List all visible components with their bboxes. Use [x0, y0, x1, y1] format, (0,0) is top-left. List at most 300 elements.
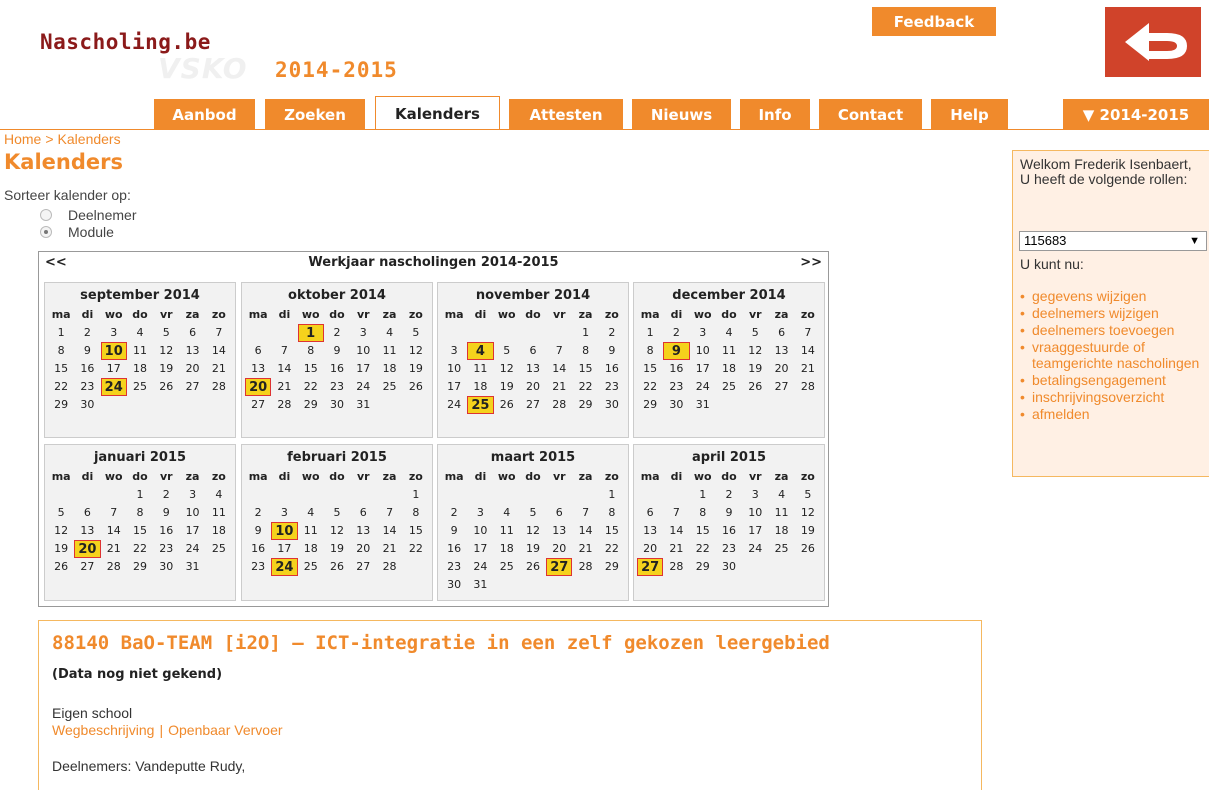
breadcrumb-home[interactable]: Home [4, 131, 42, 147]
calendar-day: 20 [525, 380, 540, 393]
calendar-day: 28 [800, 380, 815, 393]
calendar-day: 7 [555, 344, 563, 357]
tab-nieuws[interactable]: Nieuws [632, 99, 731, 130]
calendar-day: 9 [333, 344, 341, 357]
calendar-day: 2 [162, 488, 170, 501]
weekday-label: za [185, 308, 200, 321]
weekday-label: di [278, 470, 291, 483]
calendar-day: 30 [159, 560, 174, 573]
calendar-day: 14 [800, 344, 815, 357]
weekday-label: do [132, 308, 148, 321]
calendar-day: 4 [503, 506, 511, 519]
calendar-day: 21 [578, 542, 593, 555]
calendar-day: 27 [185, 380, 200, 393]
calendar-day: 18 [473, 380, 488, 393]
empty-day [245, 486, 271, 504]
calendar-event-day[interactable]: 9 [663, 342, 689, 360]
month-grid [242, 468, 432, 576]
empty-day [101, 486, 127, 504]
empty-day [245, 324, 271, 342]
calendar-day: 13 [643, 524, 658, 537]
weekday-label: wo [497, 308, 516, 321]
can-label: U kunt nu: [1020, 256, 1084, 272]
calendar-day: 10 [695, 344, 710, 357]
calendar-day: 23 [604, 380, 619, 393]
calendar-day: 11 [774, 506, 789, 519]
calendar-day: 22 [408, 542, 423, 555]
empty-day [494, 324, 520, 342]
weekday-label: do [329, 470, 345, 483]
calendar-day: 16 [251, 542, 266, 555]
calendar-day: 30 [447, 578, 462, 591]
action-list [1020, 288, 1209, 423]
action-item: • afmelden [1020, 406, 1090, 422]
calendar [38, 251, 829, 607]
calendar-event-day[interactable]: 10 [101, 342, 127, 360]
calendar-day: 25 [774, 542, 789, 555]
year-title: 2014-2015 [275, 58, 398, 82]
weekday-label: za [774, 470, 789, 483]
calendar-day: 25 [132, 380, 147, 393]
calendar-day: 12 [54, 524, 69, 537]
calendar-day: 27 [774, 380, 789, 393]
action-item: • gegevens wijzigen [1020, 288, 1147, 304]
weekday-label: ma [248, 308, 268, 321]
calendar-day: 15 [54, 362, 69, 375]
calendar-day: 3 [280, 506, 288, 519]
weekday-label: vr [552, 470, 566, 483]
weekday-label: vr [356, 308, 370, 321]
calendar-event-day[interactable]: 24 [271, 558, 297, 576]
page-title: Kalenders [4, 150, 123, 174]
calendar-day: 28 [669, 560, 684, 573]
calendar-day: 3 [699, 326, 707, 339]
calendar-day: 6 [778, 326, 786, 339]
calendar-day: 7 [110, 506, 118, 519]
welcome-line: Welkom Frederik Isenbaert, [1020, 156, 1192, 172]
calendar-day: 30 [604, 398, 619, 411]
weekday-label: zo [800, 470, 815, 483]
action-item: • betalingsengagement [1020, 372, 1166, 388]
calendar-day: 4 [725, 326, 733, 339]
calendar-day: 8 [412, 506, 420, 519]
calendar-day: 13 [552, 524, 567, 537]
calendar-day: 10 [447, 362, 462, 375]
calendar-day: 21 [800, 362, 815, 375]
calendar-day: 2 [725, 488, 733, 501]
calendar-day: 26 [159, 380, 174, 393]
calendar-day: 26 [54, 560, 69, 573]
site-name[interactable]: Nascholing.be [40, 30, 211, 54]
empty-day [441, 486, 467, 504]
calendar-day: 14 [106, 524, 121, 537]
calendar-day: 13 [185, 344, 200, 357]
action-add-participants[interactable]: deelnemers toevoegen [1032, 322, 1175, 338]
calendar-day: 14 [211, 344, 226, 357]
empty-day [271, 486, 297, 504]
calendar-event-day[interactable]: 27 [546, 558, 572, 576]
calendar-event-day[interactable]: 10 [271, 522, 297, 540]
role-value: 115683 [1024, 233, 1067, 248]
calendar-day: 6 [189, 326, 197, 339]
tab-contact[interactable]: Contact [819, 99, 922, 130]
calendar-day: 20 [185, 362, 200, 375]
calendar-day: 1 [646, 326, 654, 339]
weekday-label: do [329, 308, 345, 321]
month-name: maart 2015 [490, 450, 576, 465]
action-item: • deelnemers toevoegen [1020, 322, 1175, 338]
month-november-2014 [437, 282, 629, 438]
calendar-event-day[interactable]: 20 [245, 378, 271, 396]
calendar-day: 21 [669, 542, 684, 555]
calendar-day: 29 [643, 398, 658, 411]
empty-day [324, 486, 350, 504]
calendar-day: 27 [251, 398, 266, 411]
weekday-label: ma [51, 470, 71, 483]
calendar-day: 29 [604, 560, 619, 573]
calendar-day: 6 [254, 344, 262, 357]
month-grid [438, 468, 628, 594]
calendar-day: 12 [159, 344, 174, 357]
month-name: februari 2015 [287, 450, 387, 465]
weekday-label: za [774, 308, 789, 321]
calendar-day: 23 [251, 560, 266, 573]
calendar-day: 12 [525, 524, 540, 537]
role-select[interactable] [1019, 231, 1207, 251]
calendar-day: 25 [382, 380, 397, 393]
month-name: april 2015 [691, 450, 767, 465]
weekday-label: wo [301, 470, 320, 483]
module-participants: Deelnemers: Vandeputte Rudy, [52, 758, 246, 774]
calendar-day: 5 [412, 326, 420, 339]
calendar-day: 16 [329, 362, 344, 375]
calendar-day: 15 [604, 524, 619, 537]
tab-zoeken[interactable]: Zoeken [265, 99, 365, 130]
calendar-day: 25 [303, 560, 318, 573]
calendar-day: 17 [185, 524, 200, 537]
empty-day [271, 324, 297, 342]
calendar-day: 20 [643, 542, 658, 555]
tab-aanbod[interactable]: Aanbod [154, 99, 255, 130]
weekday-label: di [474, 470, 487, 483]
tab-kalenders[interactable]: Kalenders [375, 96, 500, 130]
action-registration-overview[interactable]: inschrijvingsoverzicht [1032, 389, 1165, 405]
calendar-day: 8 [307, 344, 315, 357]
calendar-day: 23 [721, 542, 736, 555]
calendar-day: 1 [412, 488, 420, 501]
calendar-day: 16 [159, 524, 174, 537]
user-panel [1012, 150, 1209, 477]
weekday-label: ma [248, 470, 268, 483]
weekday-label: do [525, 470, 541, 483]
calendar-day: 14 [578, 524, 593, 537]
weekday-label: zo [408, 470, 423, 483]
weekday-label: do [721, 470, 737, 483]
public-transport-link[interactable]: Openbaar Vervoer [168, 722, 283, 738]
calendar-day: 10 [473, 524, 488, 537]
calendar-day: 28 [578, 560, 593, 573]
calendar-day: 8 [608, 506, 616, 519]
weekday-label: za [382, 470, 397, 483]
link-separator: | [159, 722, 164, 738]
empty-day [494, 486, 520, 504]
empty-day [441, 324, 467, 342]
tab-info[interactable]: Info [740, 99, 810, 130]
welcome-text [1020, 157, 1206, 187]
calendar-day: 8 [57, 344, 65, 357]
weekday-label: zo [800, 308, 815, 321]
weekday-label: zo [604, 308, 619, 321]
calendar-day: 25 [499, 560, 514, 573]
calendar-day: 23 [669, 380, 684, 393]
calendar-day: 2 [83, 326, 91, 339]
calendar-day: 3 [189, 488, 197, 501]
weekday-label: zo [604, 470, 619, 483]
calendar-day: 18 [774, 524, 789, 537]
action-item: • vraaggestuurde of teamgerichte nascholingen [1020, 339, 1200, 371]
empty-day [572, 486, 598, 504]
weekday-label: di [670, 470, 683, 483]
calendar-day: 13 [525, 362, 540, 375]
calendar-day: 22 [132, 542, 147, 555]
calendar-day: 11 [721, 344, 736, 357]
month-name: november 2014 [475, 288, 591, 303]
calendar-day: 6 [359, 506, 367, 519]
calendar-day: 29 [132, 560, 147, 573]
calendar-day: 17 [695, 362, 710, 375]
calendar-day: 29 [695, 560, 710, 573]
calendar-day: 11 [382, 344, 397, 357]
calendar-day: 28 [382, 560, 397, 573]
calendar-day: 14 [277, 362, 292, 375]
calendar-day: 17 [277, 542, 292, 555]
weekday-label: do [132, 470, 148, 483]
tab-attesten[interactable]: Attesten [509, 99, 623, 130]
calendar-day: 28 [211, 380, 226, 393]
calendar-day: 17 [748, 524, 763, 537]
action-edit-participants[interactable]: deelnemers wijzigen [1032, 305, 1159, 321]
empty-day [467, 324, 493, 342]
calendar-prev-button[interactable]: << [45, 255, 67, 270]
calendar-day: 24 [473, 560, 488, 573]
weekday-label: ma [444, 308, 464, 321]
calendar-day: 22 [695, 542, 710, 555]
calendar-day: 1 [699, 488, 707, 501]
calendar-day: 5 [57, 506, 65, 519]
calendar-day: 8 [699, 506, 707, 519]
calendar-day: 13 [356, 524, 371, 537]
calendar-day: 3 [476, 506, 484, 519]
empty-day [48, 486, 74, 504]
calendar-day: 16 [604, 362, 619, 375]
weekday-label: vr [159, 308, 173, 321]
tab-help[interactable]: Help [931, 99, 1008, 130]
empty-day [546, 486, 572, 504]
feedback-button[interactable]: Feedback [872, 7, 996, 36]
calendar-day: 5 [529, 506, 537, 519]
calendar-day: 21 [277, 380, 292, 393]
calendar-day: 4 [136, 326, 144, 339]
calendar-day: 3 [110, 326, 118, 339]
month-grid [45, 468, 235, 576]
calendar-day: 18 [303, 542, 318, 555]
calendar-day: 31 [695, 398, 710, 411]
calendar-day: 16 [721, 524, 736, 537]
calendar-day: 26 [499, 398, 514, 411]
weekday-label: di [670, 308, 683, 321]
action-payment-commitment[interactable]: betalingsengagement [1032, 372, 1166, 388]
logo[interactable] [1105, 7, 1201, 77]
calendar-day: 22 [604, 542, 619, 555]
empty-day [546, 324, 572, 342]
chevron-down-icon: ▼ [1189, 235, 1200, 247]
calendar-day: 30 [669, 398, 684, 411]
calendar-day: 30 [329, 398, 344, 411]
calendar-day: 3 [359, 326, 367, 339]
year-menu[interactable]: ▼ 2014-2015 [1063, 99, 1209, 130]
calendar-day: 2 [254, 506, 262, 519]
nav-divider [0, 129, 1209, 130]
weekday-label: wo [497, 470, 516, 483]
calendar-day: 14 [669, 524, 684, 537]
calendar-day: 2 [608, 326, 616, 339]
calendar-event-day[interactable]: 20 [74, 540, 100, 558]
calendar-day: 25 [721, 380, 736, 393]
calendar-next-button[interactable]: >> [800, 255, 822, 270]
breadcrumb [4, 131, 121, 147]
sort-option-label: Deelnemer [68, 207, 137, 223]
empty-day [663, 486, 689, 504]
calendar-day: 11 [473, 362, 488, 375]
calendar-day: 12 [800, 506, 815, 519]
weekday-label: wo [104, 308, 123, 321]
org-watermark: VSKO [158, 52, 248, 85]
calendar-day: 27 [80, 560, 95, 573]
calendar-day: 18 [721, 362, 736, 375]
calendar-day: 12 [499, 362, 514, 375]
calendar-day: 7 [386, 506, 394, 519]
calendar-day: 9 [83, 344, 91, 357]
calendar-day: 1 [608, 488, 616, 501]
weekday-label: wo [693, 308, 712, 321]
weekday-label: za [578, 470, 593, 483]
weekday-label: ma [444, 470, 464, 483]
calendar-day: 7 [280, 344, 288, 357]
weekday-label: zo [211, 470, 226, 483]
month-oktober-2014 [241, 282, 433, 438]
calendar-day: 8 [582, 344, 590, 357]
calendar-day: 19 [800, 524, 815, 537]
calendar-day: 1 [136, 488, 144, 501]
calendar-day: 23 [329, 380, 344, 393]
calendar-day: 7 [215, 326, 223, 339]
breadcrumb-current[interactable]: Kalenders [57, 131, 121, 147]
roles-intro: U heeft de volgende rollen: [1020, 171, 1188, 187]
calendar-day: 9 [254, 524, 262, 537]
calendar-day: 10 [748, 506, 763, 519]
calendar-day: 24 [695, 380, 710, 393]
radio-module[interactable] [40, 226, 52, 238]
month-april-2015 [633, 444, 825, 601]
calendar-day: 24 [748, 542, 763, 555]
action-logout[interactable]: afmelden [1032, 406, 1090, 422]
action-team-trainings[interactable]: vraaggestuurde of teamgerichte nascholingen [1032, 339, 1200, 371]
weekday-label: wo [104, 470, 123, 483]
calendar-day: 10 [185, 506, 200, 519]
calendar-day: 13 [251, 362, 266, 375]
route-link[interactable]: Wegbeschrijving [52, 722, 155, 738]
weekday-label: za [578, 308, 593, 321]
weekday-label: zo [408, 308, 423, 321]
calendar-day: 20 [552, 542, 567, 555]
calendar-day: 6 [555, 506, 563, 519]
empty-day [520, 324, 546, 342]
weekday-label: zo [211, 308, 226, 321]
empty-day [467, 486, 493, 504]
action-item: • inschrijvingsoverzicht [1020, 389, 1165, 405]
calendar-title: Werkjaar nascholingen 2014-2015 [308, 255, 559, 270]
weekday-label: di [81, 308, 94, 321]
calendar-day: 19 [54, 542, 69, 555]
calendar-day: 18 [132, 362, 147, 375]
calendar-day: 1 [57, 326, 65, 339]
calendar-day: 12 [329, 524, 344, 537]
weekday-label: vr [159, 470, 173, 483]
calendar-day: 3 [751, 488, 759, 501]
calendar-day: 24 [447, 398, 462, 411]
module-location: Eigen school [52, 705, 133, 721]
calendar-event-day[interactable]: 1 [298, 324, 324, 342]
weekday-label: vr [748, 470, 762, 483]
calendar-event-day[interactable]: 24 [101, 378, 127, 396]
calendar-day: 24 [185, 542, 200, 555]
calendar-day: 29 [54, 398, 69, 411]
month-maart-2015 [437, 444, 629, 601]
calendar-event-day[interactable]: 4 [467, 342, 493, 360]
calendar-day: 4 [307, 506, 315, 519]
calendar-day: 10 [356, 344, 371, 357]
calendar-day: 22 [643, 380, 658, 393]
calendar-day: 16 [669, 362, 684, 375]
calendar-event-day[interactable]: 27 [637, 558, 663, 576]
calendar-day: 5 [751, 326, 759, 339]
weekday-label: vr [748, 308, 762, 321]
weekday-label: do [525, 308, 541, 321]
calendar-day: 22 [303, 380, 318, 393]
weekday-label: ma [640, 470, 660, 483]
sort-option-deelnemer[interactable] [40, 207, 136, 223]
empty-day [298, 486, 324, 504]
empty-day [637, 486, 663, 504]
calendar-day: 28 [552, 398, 567, 411]
action-edit-data[interactable]: gegevens wijzigen [1032, 288, 1147, 304]
sort-label: Sorteer kalender op: [4, 187, 131, 203]
empty-day [520, 486, 546, 504]
calendar-day: 30 [721, 560, 736, 573]
empty-day [350, 486, 376, 504]
calendar-day: 29 [578, 398, 593, 411]
calendar-day: 19 [159, 362, 174, 375]
calendar-day: 23 [447, 560, 462, 573]
module-title: 88140 BaO-TEAM [i2O] – ICT-integratie in een zelf gekozen leergebied [52, 632, 830, 654]
weekday-label: wo [301, 308, 320, 321]
weekday-label: do [721, 308, 737, 321]
calendar-day: 4 [215, 488, 223, 501]
calendar-day: 5 [162, 326, 170, 339]
sort-option-module[interactable] [40, 224, 114, 240]
radio-deelnemer[interactable] [40, 209, 52, 221]
calendar-event-day[interactable]: 25 [467, 396, 493, 414]
